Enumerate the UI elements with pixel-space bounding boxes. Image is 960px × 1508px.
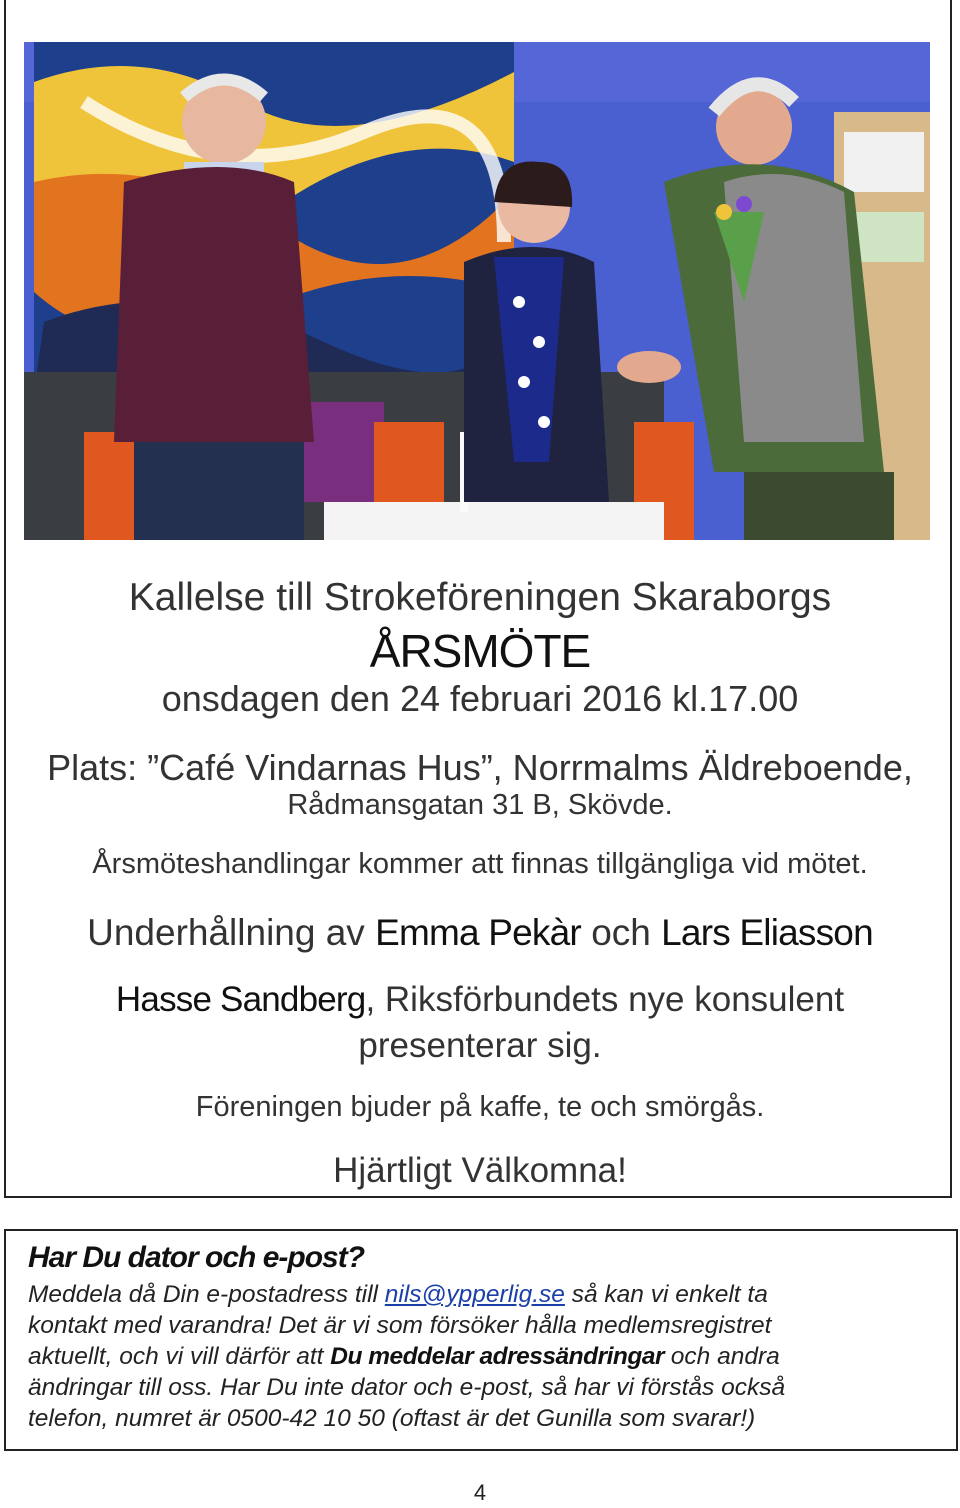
- speaker-line: [0, 980, 960, 1020]
- email-box-line-3b: och andra: [664, 1343, 780, 1370]
- documents-note: Årsmöteshandlingar kommer att finnas tillgängliga vid mötet.: [92, 848, 868, 880]
- page-number: 4: [473, 1480, 487, 1505]
- email-box-emphasis: Du meddelar adressändringar: [330, 1343, 664, 1370]
- email-box-line-2: kontakt med varandra! Det är vi som försöker hålla medlemsregistret: [28, 1312, 772, 1339]
- entertainment-line: [0, 912, 960, 954]
- email-link[interactable]: nils@ypperlig.se: [384, 1281, 565, 1308]
- speaker-role: , Riksförbundets nye konsulent: [365, 980, 845, 1019]
- email-box-line-5: telefon, numret är 0500-42 10 50 (oftast är det Gunilla som svarar!): [28, 1405, 756, 1432]
- email-box-line-1a: Meddela då Din e-postadress till: [28, 1281, 385, 1308]
- email-info-box: [4, 1229, 958, 1451]
- event-photo: [24, 42, 930, 540]
- meeting-date: onsdagen den 24 februari 2016 kl.17.00: [161, 678, 799, 719]
- speaker-name: Hasse Sandberg: [115, 980, 366, 1019]
- meeting-place: Plats: ”Café Vindarnas Hus”, Norrmalms Äldreboende,: [47, 747, 913, 788]
- refreshments-note: Föreningen bjuder på kaffe, te och smörgås.: [195, 1091, 765, 1123]
- performer-1: Emma Pekàr: [375, 912, 581, 953]
- meeting-heading: ÅRSMÖTE: [369, 625, 591, 677]
- meeting-address: Rådmansgatan 31 B, Skövde.: [287, 789, 673, 821]
- email-box-line-4: ändringar till oss. Har Du inte dator och e-post, så har vi förstås också: [28, 1374, 786, 1401]
- welcome-text: Hjärtligt Välkomna!: [333, 1151, 627, 1190]
- and-word: och: [580, 912, 662, 953]
- notice-title: Kallelse till Strokeföreningen Skaraborgs: [128, 576, 832, 619]
- email-box-line-3: [28, 1343, 780, 1371]
- speaker-line-2: presenterar sig.: [358, 1026, 602, 1065]
- email-box-line-3a: aktuellt, och vi vill därför att: [28, 1343, 331, 1370]
- email-box-line-1b: så kan vi enkelt ta: [564, 1281, 768, 1308]
- email-box-heading: Har Du dator och e-post?: [28, 1241, 365, 1274]
- performer-2: Lars Eliasson: [661, 912, 873, 953]
- entertainment-prefix: Underhållning av: [87, 912, 376, 953]
- email-box-line-1: [28, 1281, 768, 1309]
